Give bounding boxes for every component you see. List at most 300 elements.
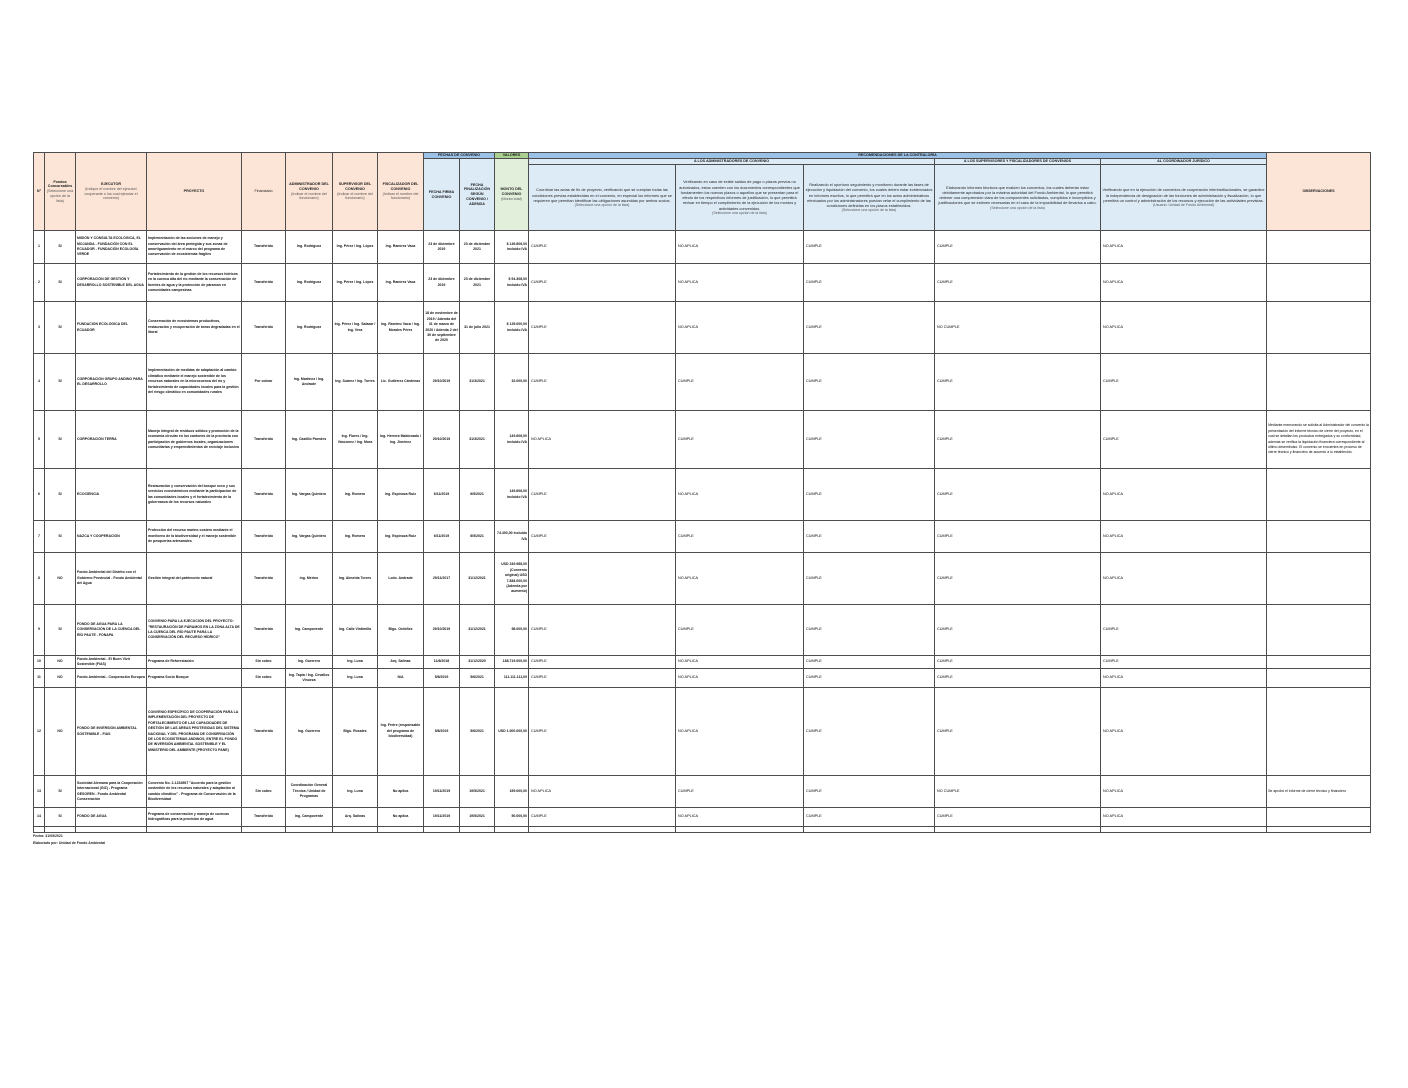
table-row: [34, 231, 1371, 264]
cell-recomendacion-4-text: CUMPLE: [937, 659, 953, 664]
cell-recomendacion-3-text: CUMPLE: [806, 324, 822, 329]
cell-monto: [495, 354, 529, 411]
cell-empty: [76, 827, 147, 833]
cell-recomendacion-3-text: CUMPLE: [806, 279, 822, 284]
cell-fondos-text: SI: [58, 244, 62, 249]
cell-ejecutor-text: FONDO DE AGUA: [77, 814, 107, 819]
cell-fecha-fin-text: 6/5/2021: [470, 491, 484, 496]
cell-fecha-firma-text: 6/11/2019: [433, 491, 450, 496]
cell-recomendacion-5: [1101, 521, 1267, 553]
cell-recomendacion-1-text: CUMPLE: [531, 491, 547, 496]
cell-ejecutor: [76, 656, 147, 669]
cell-recomendacion-1: [529, 264, 676, 302]
cell-recomendacion-4: [935, 605, 1101, 656]
cell-proyecto-text: CONVENIO PARA LA EJECUCIÓN DEL PROYECTO: "RESTAURACIÓN DE PÁRAMOS EN LA ZONA ALTA DE LA CUENCA DEL RÍO PAUTE PARA LA CONSERVACIÓN DEL RECURSO HÍDRICO": [148, 619, 240, 640]
cell-monto-text: 188.719.000,00: [502, 659, 528, 664]
cell-recomendacion-4-text: CUMPLE: [937, 491, 953, 496]
header-recomendacion-2-text: Verificando en caso de existir saldos de pago o plazos previos no autorizados, estos cuenten con los documentos correspondientes que fundamenten los nuevos plazos o aquellos que se presentan para el efecto de los respectivos informes de justificación, lo que permitirá revisar en tiempo el cumplimiento de la ejecución de los montos y actividades convenidos.: [679, 179, 800, 211]
cell-recomendacion-3-text: CUMPLE: [806, 814, 822, 819]
cell-recomendacion-3: [804, 776, 935, 808]
cell-recomendacion-3-text: CUMPLE: [806, 533, 822, 538]
cell-administrador: [286, 231, 333, 264]
cell-fiscalizador-text: Ing. Ramírez Vaca / Ing. Morales Pérez: [381, 322, 420, 332]
cell-administrador-text: Ing. Merino: [299, 575, 319, 580]
cell-administrador-text: Ing. Campoverde: [294, 627, 324, 632]
header-fecha-fin-label: FECHA FINALIZACIÓN SEGÚN CONVENIO / ADENDA: [464, 182, 491, 206]
cell-administrador-text: Ing. Castillo Paredes: [291, 436, 327, 441]
cell-proyecto: [147, 553, 242, 605]
cell-administrador: [286, 264, 333, 302]
cell-fondos-text: SI: [58, 379, 62, 384]
cell-recomendacion-5-text: NO APLICA: [1103, 533, 1124, 538]
cell-empty: [45, 827, 76, 833]
cell-administrador-text: Ing. Martínez / Ing. Andrade: [293, 376, 325, 386]
cell-proyecto-text: Programa Socio Bosque: [148, 675, 189, 680]
cell-recomendacion-4-text: CUMPLE: [937, 575, 953, 580]
cell-proyecto: [147, 264, 242, 302]
cell-fondos-text: SI: [58, 788, 62, 793]
cell-fecha-firma: [424, 302, 460, 354]
cell-observaciones: [1267, 553, 1371, 605]
cell-recomendacion-4-text: CUMPLE: [937, 279, 953, 284]
cell-recomendacion-4: [935, 688, 1101, 776]
cell-monto: [495, 605, 529, 656]
cell-proyecto: [147, 469, 242, 521]
header-recomendacion-4: [935, 165, 1101, 231]
cell-fecha-fin: [460, 669, 495, 688]
cell-financiado-text: Transferido: [253, 279, 274, 284]
cell-administrador-text: Ing. Vargas Quintero: [291, 533, 327, 538]
cell-financiado-text: Transferido: [253, 728, 274, 733]
cell-ejecutor-text: FONDO DE INVERSIÓN AMBIENTAL SOSTENIBLE - FIAS: [77, 726, 137, 736]
cell-observaciones: [1267, 411, 1371, 469]
cell-recomendacion-5: [1101, 808, 1267, 827]
cell-fondos-text: SI: [58, 436, 62, 441]
cell-fecha-fin-text: 31 de julio 2021: [464, 324, 490, 329]
cell-proyecto-text: Programa de Reforestación: [148, 659, 194, 664]
cell-administrador-text: Ing. Rodríguez: [296, 324, 322, 329]
header-monto-title: MONTO DEL CONVENIO: [500, 187, 523, 197]
header-fiscalizador: [378, 153, 424, 231]
cell-fecha-fin-text: 6/5/2021: [470, 533, 484, 538]
cell-numero-text: 13: [37, 788, 41, 793]
cell-monto: [495, 521, 529, 553]
cell-proyecto-text: Programa de conservación y manejo de cuencas hidrográficas para la provisión de agua: [148, 811, 230, 821]
cell-fecha-firma-text: 29/11/2017: [432, 575, 451, 580]
cell-financiado: [242, 231, 286, 264]
header-monto: [495, 159, 529, 231]
cell-recomendacion-1: [529, 521, 676, 553]
cell-ejecutor: [76, 605, 147, 656]
cell-recomendacion-3-text: CUMPLE: [806, 575, 822, 580]
header-financiado-label: Financiado: [254, 189, 273, 194]
cell-monto-text: 74.400,00 incluido IVA: [497, 531, 528, 541]
cell-recomendacion-2: [676, 411, 804, 469]
cell-recomendacion-4: [935, 411, 1101, 469]
cell-proyecto-text: Conservación de ecosistemas productivos, restauración y recuperación de áreas degradadas en el litoral: [148, 319, 240, 335]
table-row: [34, 411, 1371, 469]
cell-proyecto-text: Implementación de medidas de adaptación al cambio climático mediante el manejo sostenible de los recursos naturales en la microcuenca del río y fortalecimiento de capacidades locales para la gestión del riesgo climático en comunidades rurales: [148, 368, 239, 395]
cell-recomendacion-1-text: CUMPLE: [531, 533, 547, 538]
cell-fecha-fin-text: 19/5/2021: [469, 788, 485, 793]
cell-recomendacion-2: [676, 669, 804, 688]
header-recomendacion-3-note: (Seleccione una opción de la lista): [841, 208, 897, 213]
cell-financiado-text: Transferido: [253, 533, 274, 538]
cell-administrador: [286, 521, 333, 553]
cell-recomendacion-1: [529, 669, 676, 688]
cell-monto: [495, 553, 529, 605]
cell-ejecutor: [76, 231, 147, 264]
cell-numero-text: 5: [38, 436, 40, 441]
cell-recomendacion-2-text: NO APLICA: [678, 244, 699, 249]
header-monto-note: (Monto total): [501, 196, 522, 201]
header-numero: [34, 153, 45, 231]
cell-recomendacion-1-text: CUMPLE: [531, 324, 547, 329]
cell-numero: [34, 605, 45, 656]
cell-fecha-fin-text: 23 de diciembre 2021: [463, 241, 491, 251]
cell-ejecutor-text: CORPORACIÓN GRUPO ANDINO PARA EL DESARROLLO: [77, 376, 143, 386]
cell-recomendacion-4: [935, 776, 1101, 808]
cell-numero: [34, 354, 45, 411]
cell-recomendacion-1: [529, 688, 676, 776]
cell-recomendacion-2-text: NO APLICA: [678, 814, 699, 819]
cell-fecha-fin: [460, 521, 495, 553]
cell-fiscalizador-text: Ing. Espinoza Ruiz: [385, 533, 416, 538]
header-recomendacion-1-note: (Seleccione una opción de la lista): [574, 202, 630, 207]
cell-fecha-firma-text: 19/11/2019: [432, 814, 451, 819]
cell-ejecutor-text: Fondo Ambiental - Cooperación Europea: [77, 675, 145, 680]
cell-recomendacion-2-text: NO APLICA: [678, 659, 699, 664]
cell-numero-text: 14: [37, 814, 41, 819]
cell-ejecutor: [76, 521, 147, 553]
cell-supervisor-text: Ing. Suárez / Ing. Torres: [335, 379, 375, 384]
cell-supervisor-text: Ing. Romero: [344, 491, 366, 496]
cell-supervisor: [333, 302, 378, 354]
cell-fecha-fin-text: 23 de diciembre 2021: [463, 277, 491, 287]
cell-observaciones: [1267, 302, 1371, 354]
header-administrador-title: ADMINISTRADOR DEL CONVENIO: [289, 181, 329, 191]
cell-fondos: [45, 302, 76, 354]
header-fondos: [45, 153, 76, 231]
cell-ejecutor-text: CORPORACIÓN DE GESTIÓN Y DESARROLLO SOSTENIBLE DEL AGUA: [77, 277, 144, 287]
header-recomendacion-5-text: Verificando que en la ejecución de convenios de cooperación interinstitucionales, se garantice la independencia de designación de las funciones de administración y fiscalización, lo que permitirá un control y administración de los recursos y ejecución de las actividades previstas.: [1102, 187, 1265, 203]
cell-proyecto: [147, 231, 242, 264]
cell-recomendacion-5: [1101, 231, 1267, 264]
header-recomendacion-4-note: (Seleccione una opción de la lista): [990, 205, 1045, 210]
cell-fiscalizador: [378, 605, 424, 656]
cell-recomendacion-3-text: CUMPLE: [806, 379, 822, 384]
cell-numero: [34, 302, 45, 354]
cell-empty: [333, 827, 378, 833]
cell-financiado: [242, 354, 286, 411]
cell-fecha-firma: [424, 264, 460, 302]
cell-ejecutor: [76, 354, 147, 411]
cell-recomendacion-1-text: CUMPLE: [531, 627, 547, 632]
cell-financiado: [242, 521, 286, 553]
cell-administrador: [286, 553, 333, 605]
cell-recomendacion-3: [804, 605, 935, 656]
cell-fiscalizador-text: Ing. Freire (responsable del programa de biodiversidad): [380, 723, 421, 739]
cell-fiscalizador-text: Ing. Ramírez Vaca: [385, 244, 416, 249]
cell-financiado-text: Sin cobro: [255, 788, 272, 793]
header-fondos-title: Fondos Concursables: [47, 179, 73, 189]
cell-ejecutor: [76, 264, 147, 302]
cell-financiado-text: Sin cobro: [255, 675, 272, 680]
cell-fondos-text: NO: [57, 659, 63, 664]
cell-administrador-text: Ing. Rodríguez: [296, 244, 322, 249]
cell-fecha-fin-text: 31/3/2021: [469, 436, 485, 441]
header-subgroup-administradores: A LOS ADMINISTRADORES DE CONVENIO: [529, 159, 935, 165]
cell-ejecutor-text: Fondo Ambiental - El Buen Vivir Sostenible (FIAS): [77, 656, 131, 666]
cell-numero: [34, 669, 45, 688]
cell-numero: [34, 411, 45, 469]
cell-recomendacion-4: [935, 469, 1101, 521]
cell-financiado: [242, 469, 286, 521]
cell-fondos-text: SI: [58, 279, 62, 284]
cell-ejecutor: [76, 808, 147, 827]
cell-financiado-text: Transferido: [253, 436, 274, 441]
cell-monto-text: 98.000,00: [511, 627, 528, 632]
cell-recomendacion-4: [935, 669, 1101, 688]
cell-administrador: [286, 469, 333, 521]
cell-recomendacion-3: [804, 553, 935, 605]
header-proyecto: [147, 153, 242, 231]
cell-monto-text: 149.606,00 incluido IVA: [507, 489, 528, 499]
cell-observaciones: [1267, 688, 1371, 776]
header-financiado: [242, 153, 286, 231]
cell-proyecto: [147, 521, 242, 553]
cell-fecha-firma: [424, 669, 460, 688]
cell-recomendacion-3-text: CUMPLE: [806, 659, 822, 664]
convenios-table: [33, 152, 1371, 833]
header-recomendacion-4-text: Elaborando informes técnicos que evalúen los convenios, los cuales deberán estar debidamente aprobados por la máxima autoridad del Fondo Ambiental, lo que permitirá obtener una comprensión clara de los componentes solicitados, cumplidos e incumplidos y justificaciones que se estimen necesarias en el caso de la imposibilidad de llevarlos a cabo.: [938, 184, 1097, 206]
cell-recomendacion-5: [1101, 411, 1267, 469]
cell-financiado: [242, 776, 286, 808]
cell-recomendacion-5: [1101, 469, 1267, 521]
cell-supervisor: [333, 264, 378, 302]
header-ejecutor: [76, 153, 147, 231]
cell-fecha-firma: [424, 808, 460, 827]
cell-proyecto-text: Implementación de las acciones de manejo y conservación del área protegida y sus zonas de amortiguamiento en el marco del programa de conservación de ecosistemas frágiles: [148, 236, 228, 257]
cell-recomendacion-1: [529, 553, 676, 605]
table-body: [34, 231, 1371, 833]
table-row: [34, 521, 1371, 553]
header-recomendacion-5: [1101, 165, 1267, 231]
cell-fecha-firma: [424, 354, 460, 411]
cell-proyecto-text: Convenio No. 2-1234567 "Acuerdo para la gestión sostenible de los recursos naturales y adaptación al cambio climático" - Programa de Conservación de la Biodiversidad: [148, 780, 236, 801]
cell-observaciones: [1267, 669, 1371, 688]
cell-numero: [34, 776, 45, 808]
cell-recomendacion-1-text: NO APLICA: [531, 788, 552, 793]
table-row: [34, 776, 1371, 808]
cell-fecha-fin: [460, 656, 495, 669]
cell-supervisor: [333, 354, 378, 411]
cell-supervisor-text: Ing. Luna: [347, 675, 363, 680]
header-supervisor-note: (Indicar el nombre del funcionario): [337, 191, 373, 201]
cell-monto: [495, 231, 529, 264]
cell-fondos-text: SI: [58, 814, 62, 819]
cell-ejecutor: [76, 688, 147, 776]
cell-recomendacion-4-text: CUMPLE: [937, 675, 953, 680]
cell-empty: [1101, 827, 1267, 833]
cell-recomendacion-3: [804, 808, 935, 827]
cell-administrador: [286, 776, 333, 808]
cell-fondos: [45, 656, 76, 669]
cell-recomendacion-2-text: NO APLICA: [678, 575, 699, 580]
cell-proyecto-text: CONVENIO ESPECÍFICO DE COOPERACIÓN PARA LA IMPLEMENTACIÓN DEL PROYECTO DE FORTALECIMIENTO DE LAS CAPACIDADES DE GESTIÓN DE LAS ÁREAS PROTEGIDAS DEL SISTEMA NACIONAL Y DEL PROGRAMA DE CONSERVACIÓN DE LOS ECOSISTEMAS ANDINOS, ENTRE EL FONDO DE INVERSIÓN AMBIENTAL SOSTENIBLE Y EL MINISTERIO DEL AMBIENTE (PROYECTO PANE): [148, 709, 240, 752]
cell-recomendacion-5: [1101, 553, 1267, 605]
cell-fiscalizador-text: Lcdo. Andrade: [388, 575, 413, 580]
cell-fecha-fin: [460, 553, 495, 605]
footer-fecha: Fecha: 31/05/2021: [33, 834, 63, 838]
cell-fondos: [45, 521, 76, 553]
cell-empty: [676, 827, 804, 833]
cell-recomendacion-2: [676, 553, 804, 605]
cell-administrador: [286, 688, 333, 776]
cell-fecha-firma: [424, 521, 460, 553]
cell-recomendacion-2: [676, 354, 804, 411]
cell-recomendacion-3: [804, 264, 935, 302]
cell-recomendacion-3: [804, 521, 935, 553]
cell-recomendacion-5-text: NO APLICA: [1103, 324, 1124, 329]
table-row: [34, 808, 1371, 827]
cell-supervisor: [333, 553, 378, 605]
cell-fecha-fin-text: 31/3/2021: [469, 379, 485, 384]
cell-fecha-fin: [460, 808, 495, 827]
cell-fecha-firma: [424, 553, 460, 605]
table-row: [34, 264, 1371, 302]
cell-recomendacion-1-text: CUMPLE: [531, 659, 547, 664]
cell-ejecutor: [76, 469, 147, 521]
cell-financiado: [242, 688, 286, 776]
cell-financiado: [242, 808, 286, 827]
cell-fecha-firma: [424, 656, 460, 669]
cell-fiscalizador-text: N/A: [397, 675, 404, 680]
cell-recomendacion-5: [1101, 688, 1267, 776]
cell-ejecutor-text: Fondo Ambiental del Distrito con el Gobierno Provincial - Fondo Ambiental del Agua: [77, 570, 142, 586]
cell-fecha-firma: [424, 605, 460, 656]
cell-ejecutor-text: ECOCIENCIA: [77, 491, 99, 496]
cell-fondos-text: SI: [58, 324, 62, 329]
cell-numero-text: 9: [38, 627, 40, 632]
cell-fecha-fin: [460, 688, 495, 776]
cell-recomendacion-4: [935, 553, 1101, 605]
cell-monto: [495, 688, 529, 776]
cell-fecha-fin: [460, 302, 495, 354]
cell-fiscalizador-text: Ing. Ramírez Vaca: [385, 279, 416, 284]
cell-numero-text: 11: [37, 675, 41, 680]
cell-recomendacion-4-text: CUMPLE: [937, 728, 953, 733]
cell-numero-text: 4: [38, 379, 40, 384]
cell-supervisor-text: Ing. Pérez / Ing. López: [336, 244, 374, 249]
cell-empty: [935, 827, 1101, 833]
cell-empty: [1267, 827, 1371, 833]
cell-recomendacion-2: [676, 469, 804, 521]
cell-fondos: [45, 808, 76, 827]
cell-recomendacion-2: [676, 808, 804, 827]
cell-ejecutor-text: FUNDACIÓN ECOLÓGICA DEL ECUADOR: [77, 322, 128, 332]
cell-fiscalizador: [378, 553, 424, 605]
cell-fiscalizador: [378, 354, 424, 411]
cell-recomendacion-2-text: CUMPLE: [678, 533, 694, 538]
cell-administrador-text: Ing. Vargas Quintero: [291, 491, 327, 496]
table-row: [34, 656, 1371, 669]
cell-recomendacion-3: [804, 354, 935, 411]
cell-recomendacion-1-text: CUMPLE: [531, 814, 547, 819]
header-observaciones: [1267, 153, 1371, 231]
cell-recomendacion-5-text: NO APLICA: [1103, 491, 1124, 496]
cell-fiscalizador: [378, 302, 424, 354]
cell-financiado-text: Transferido: [253, 491, 274, 496]
cell-recomendacion-4-text: CUMPLE: [937, 533, 953, 538]
cell-fiscalizador-text: Blgo. Ordóñez: [388, 627, 413, 632]
cell-proyecto: [147, 354, 242, 411]
cell-financiado-text: Transferido: [253, 627, 274, 632]
cell-recomendacion-2-text: CUMPLE: [678, 627, 694, 632]
cell-fondos: [45, 354, 76, 411]
cell-recomendacion-4-text: CUMPLE: [937, 244, 953, 249]
cell-fiscalizador-text: Ing. Herrera Maldonado / Ing. Jiménez: [379, 434, 422, 444]
cell-recomendacion-1: [529, 302, 676, 354]
cell-empty: [495, 827, 529, 833]
cell-ejecutor: [76, 553, 147, 605]
cell-recomendacion-4: [935, 354, 1101, 411]
cell-monto-text: 111.111.111,00: [503, 675, 528, 680]
table-row: [34, 302, 1371, 354]
cell-empty: [147, 827, 242, 833]
cell-recomendacion-4-text: NO CUMPLE: [937, 324, 960, 329]
cell-fiscalizador: [378, 656, 424, 669]
cell-recomendacion-2: [676, 302, 804, 354]
cell-recomendacion-2: [676, 776, 804, 808]
cell-recomendacion-1: [529, 354, 676, 411]
cell-fecha-fin: [460, 605, 495, 656]
cell-fiscalizador-text: No aplica: [392, 814, 409, 819]
cell-fecha-fin: [460, 469, 495, 521]
cell-recomendacion-2: [676, 264, 804, 302]
header-recomendacion-1: [529, 165, 676, 231]
footer-elaborado: Elaborado por: Unidad de Fondo Ambiental: [33, 841, 106, 845]
cell-fondos: [45, 688, 76, 776]
cell-recomendacion-1: [529, 411, 676, 469]
cell-recomendacion-5-text: NO APLICA: [1103, 575, 1124, 580]
cell-fondos: [45, 605, 76, 656]
cell-fecha-firma: [424, 411, 460, 469]
cell-supervisor: [333, 776, 378, 808]
cell-fondos-text: SI: [58, 533, 62, 538]
cell-recomendacion-2-text: CUMPLE: [678, 436, 694, 441]
cell-fiscalizador: [378, 669, 424, 688]
cell-supervisor-text: Ing. Luna: [347, 659, 363, 664]
cell-proyecto: [147, 656, 242, 669]
cell-observaciones: [1267, 264, 1371, 302]
cell-recomendacion-2-text: NO APLICA: [678, 324, 699, 329]
cell-recomendacion-4: [935, 521, 1101, 553]
header-fecha-firma: [424, 159, 460, 231]
cell-fondos-text: SI: [58, 491, 62, 496]
cell-monto: [495, 669, 529, 688]
cell-administrador-text: Ing. Rodríguez: [296, 279, 322, 284]
cell-supervisor-text: Blgo. Rosales: [343, 728, 367, 733]
cell-observaciones: [1267, 605, 1371, 656]
cell-observaciones-text: Mediante memorando se solicita al Administrador del convenio la presentación del informe técnico de cierre del proyecto, en el cual se detallan los productos entregados y su conformidad, además se verifica la liquidación financiera correspondiente al último desembolso. El convenio se encuentra en proceso de cierre técnico y financiero de acuerdo a lo establecido.: [1268, 423, 1369, 455]
cell-proyecto: [147, 669, 242, 688]
cell-recomendacion-5: [1101, 656, 1267, 669]
cell-fiscalizador: [378, 776, 424, 808]
cell-recomendacion-5-text: CUMPLE: [1103, 436, 1119, 441]
cell-administrador-text: Ing. Campoverde: [294, 814, 324, 819]
cell-fecha-firma-text: 5/6/2019: [434, 675, 449, 680]
